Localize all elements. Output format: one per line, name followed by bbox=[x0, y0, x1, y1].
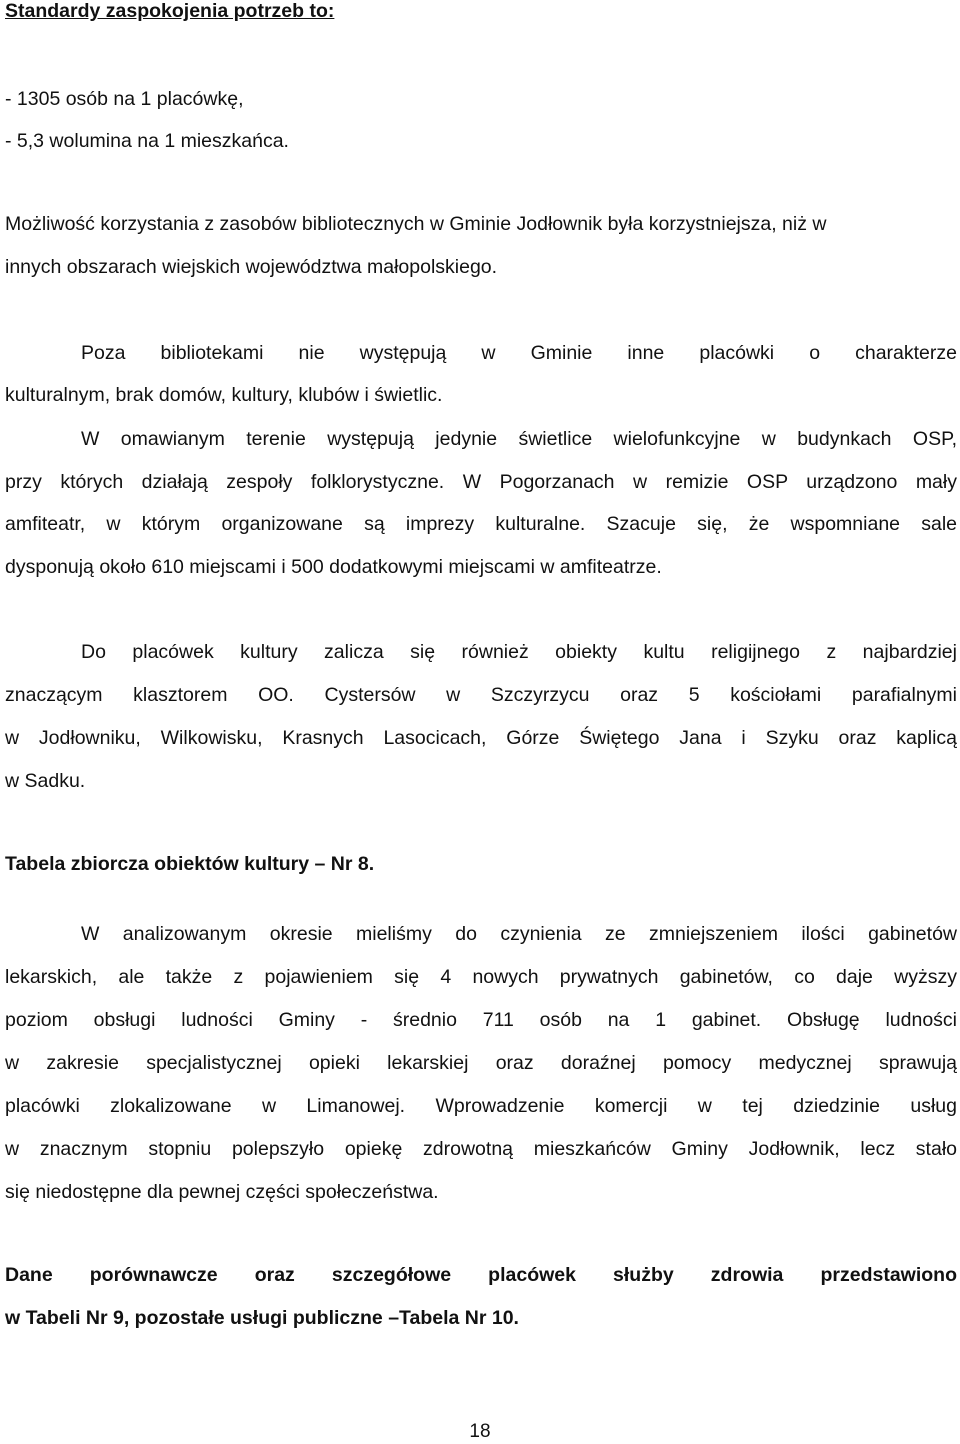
paragraph-5-line-7: się niedostępne dla pewnej części społeczeństwa. bbox=[5, 1181, 439, 1203]
paragraph-3-line-1: W omawianym terenie występują jedynie świetlice wielofunkcyjne w budynkach OSP, bbox=[81, 428, 957, 450]
page-heading: Standardy zaspokojenia potrzeb to: bbox=[5, 0, 335, 22]
paragraph-4-line-1: Do placówek kultury zalicza się również obiekty kultu religijnego z najbardziej bbox=[81, 641, 957, 663]
paragraph-4-line-4: w Sadku. bbox=[5, 770, 86, 792]
paragraph-5-line-6: w znacznym stopniu polepszyło opiekę zdrowotną mieszkańców Gminy Jodłownik, lecz stało bbox=[5, 1138, 957, 1160]
page-number: 18 bbox=[469, 1421, 491, 1442]
paragraph-3-line-2: przy których działają zespoły folklorystyczne. W Pogorzanach w remizie OSP urządzono mały bbox=[5, 471, 957, 493]
standard-item-1: - 1305 osób na 1 placówkę, bbox=[5, 88, 244, 110]
paragraph-3-line-3: amfiteatr, w którym organizowane są imprezy kulturalne. Szacuje się, że wspomniane sale bbox=[5, 513, 957, 535]
closing-line-1: Dane porównawcze oraz szczegółowe placówek służby zdrowia przedstawiono bbox=[5, 1264, 957, 1286]
paragraph-5-line-3: poziom obsługi ludności Gminy - średnio 711 osób na 1 gabinet. Obsługę ludności bbox=[5, 1009, 957, 1031]
paragraph-2-line-1: Poza bibliotekami nie występują w Gminie inne placówki o charakterze bbox=[81, 342, 957, 364]
paragraph-5-line-1: W analizowanym okresie mieliśmy do czynienia ze zmniejszeniem ilości gabinetów bbox=[81, 923, 957, 945]
paragraph-4-line-2: znaczącym klasztorem OO. Cystersów w Szczyrzycu oraz 5 kościołami parafialnymi bbox=[5, 684, 957, 706]
closing-line-2: w Tabeli Nr 9, pozostałe usługi publiczne –Tabela Nr 10. bbox=[5, 1307, 519, 1329]
paragraph-4-line-3: w Jodłowniku, Wilkowisku, Krasnych Lasocicach, Górze Świętego Jana i Szyku oraz kaplicą bbox=[5, 727, 957, 749]
paragraph-2-line-2: kulturalnym, brak domów, kultury, klubów i świetlic. bbox=[5, 384, 443, 406]
paragraph-5-line-5: placówki zlokalizowane w Limanowej. Wprowadzenie komercji w tej dziedzinie usług bbox=[5, 1095, 957, 1117]
paragraph-3-line-4: dysponują około 610 miejscami i 500 dodatkowymi miejscami w amfiteatrze. bbox=[5, 556, 662, 578]
paragraph-5-line-2: lekarskich, ale także z pojawieniem się 4 nowych prywatnych gabinetów, co daje wyższy bbox=[5, 966, 957, 988]
table-heading: Tabela zbiorcza obiektów kultury – Nr 8. bbox=[5, 853, 375, 875]
paragraph-1-line-1: Możliwość korzystania z zasobów bibliotecznych w Gminie Jodłownik była korzystniejsza, niż w bbox=[5, 213, 827, 235]
paragraph-1-line-2: innych obszarach wiejskich województwa małopolskiego. bbox=[5, 256, 498, 278]
standard-item-2: - 5,3 wolumina na 1 mieszkańca. bbox=[5, 130, 289, 152]
paragraph-5-line-4: w zakresie specjalistycznej opieki lekarskiej oraz doraźnej pomocy medycznej sprawują bbox=[5, 1052, 957, 1074]
